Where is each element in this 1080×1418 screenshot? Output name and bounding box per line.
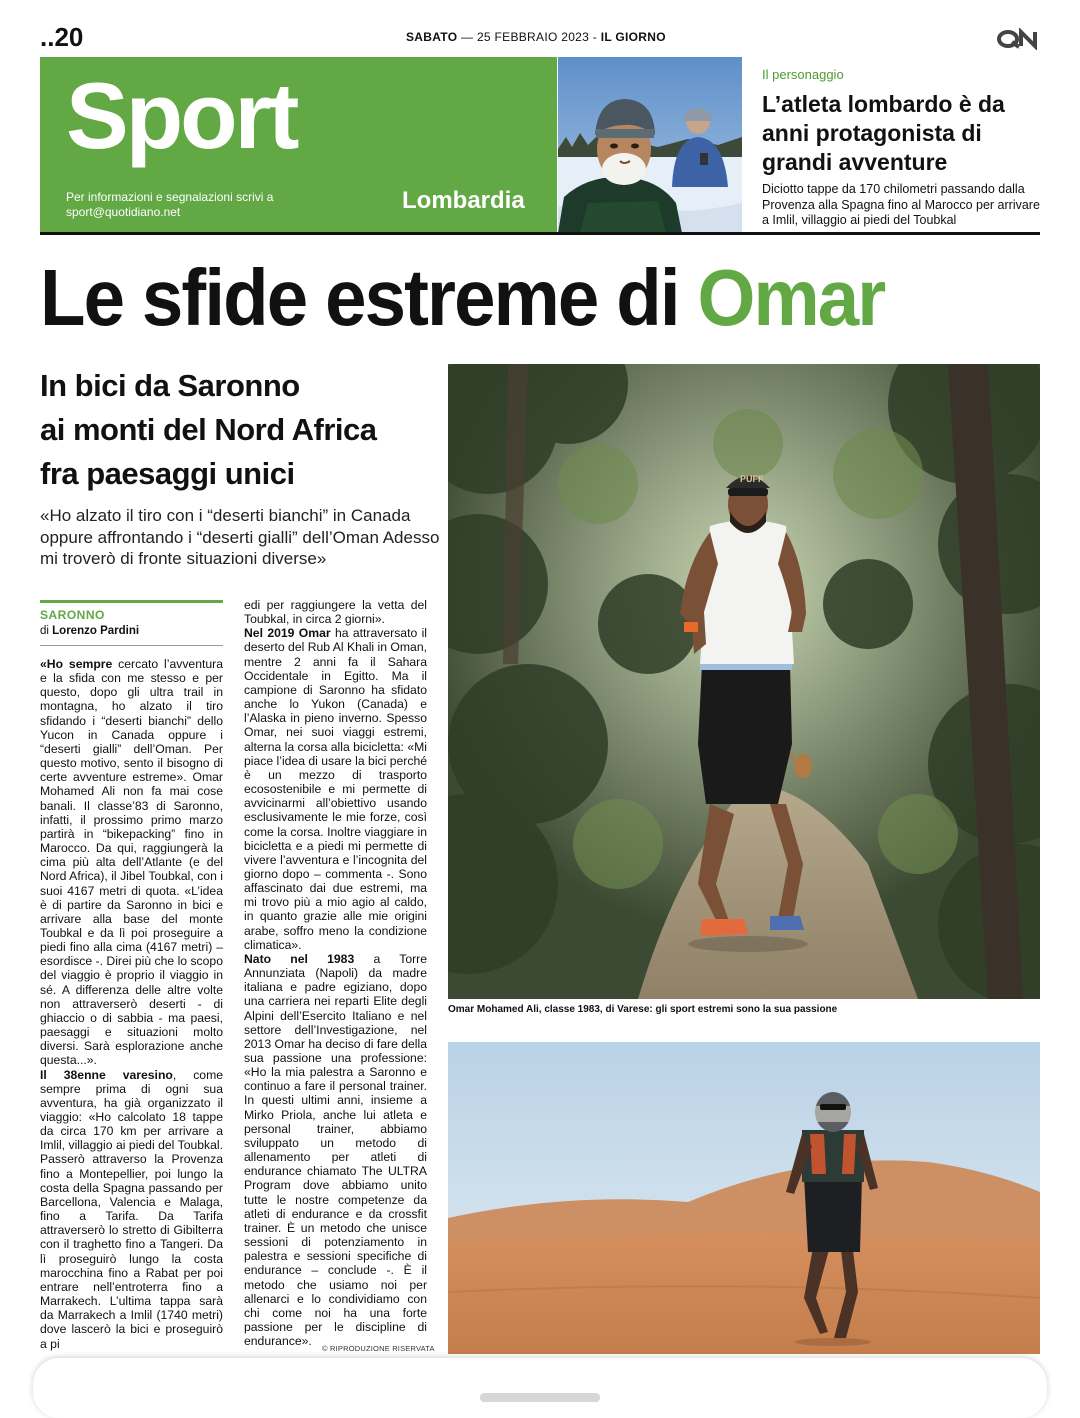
section-info-line1: Per informazioni e segnalazioni scrivi a <box>66 190 274 204</box>
section-contact-info <box>66 190 273 220</box>
main-headline <box>40 248 970 348</box>
article-paragraph-2 <box>40 1068 223 1351</box>
article-paragraph-3 <box>244 626 427 952</box>
paragraph-body: cercato l’avventura e la sfida con me stesso e per questo, dopo gli ultra trail in montagna, ho alzato il tiro sfidando i “deserti bianchi” dello Yucon in Canada oppure i “deserti gialli” dell’Oman. Per questo motivo, sento il bisogno di certe avventure estreme». Omar Mohamed Ali non fa mai cose banali. Il classe’83 di Saronno, infatti, il prossimo primo marzo partirà in “bikepacking” fino in Marocco. Da qui, raggiungerà la cima più alta dell’Atlante (e del Nord Africa), il Jibel Toubkal, con i suoi 4167 metri di quota. «L’idea è di partire da Saronno in bici e arrivare alla base del monte Toubkal e da lì poi proseguire a piedi fino alla cima (4167 metri) – esordisce -. Direi più che lo scopo del viaggio è proprio il viaggio in sé. A differenza delle altre volte non attraverserò deserti - di ghiaccio o di sabbia - ma paesi, paesaggi e situazioni molto diversi. Sarà esplorazione anche questa...». <box>40 657 223 1068</box>
qn-logo-icon <box>997 28 1041 50</box>
subheadline <box>40 364 440 496</box>
dateline-date: 25 FEBBRAIO 2023 <box>476 30 590 44</box>
paragraph-lead: Nel 2019 Omar <box>244 626 331 641</box>
section-region: Lombardia <box>402 187 525 214</box>
runner-cap-text: PUFF <box>740 474 764 484</box>
personaggio-description: Diciotto tappe da 170 chilometri passando dalla Provenza alla Spagna fino al Marocco per arrivare a Imlil, villaggio ai piedi del Toubkal <box>762 182 1040 227</box>
headline-main: Le sfide estreme di <box>40 253 698 342</box>
photo-caption: Omar Mohamed Ali, classe 1983, di Varese: gli sport estremi sono la sua passione <box>448 1004 838 1015</box>
article-column-1 <box>40 657 223 1351</box>
article-paragraph-4 <box>244 952 427 1348</box>
byline-prefix: di <box>40 625 53 637</box>
byline-author-name: Lorenzo Pardini <box>52 625 140 637</box>
article-paragraph-2-cont <box>244 598 427 626</box>
subhead-line-3: fra paesaggi unici <box>40 456 295 491</box>
viewer-bottom-sheet[interactable] <box>33 1358 1047 1418</box>
header-divider <box>40 232 1040 235</box>
paragraph-body: a Torre Annunziata (Napoli) da madre italiana e padre egiziano, dopo una carriera nei reparti Elite degli Alpini dell’Esercito Italiano e nel settore dell’Investigazione, nel 2013 Omar ha deciso di fare della sua passione una professione: «Ho la mia palestra a Saronno e continuo a fare il personal trainer. In questi ultimi anni, insieme a Mirko Priola, anche lui atleta e personal trainer, abbiamo sviluppato un metodo di allenamento per atleti di endurance chiamato The ULTRA Program dove abbiamo unito tutte le nostre competenze da atleti di endurance e da crossfit trainer. È un metodo che unisce sessioni di potenziamento in palestra e sessioni specifiche di endurance – conclude -. È il metodo che usiamo noi per allenarci e lo condividiamo con chi come noi ha una forte passione per le discipline di endurance». <box>244 951 427 1349</box>
dateline-paper: IL GIORNO <box>600 30 666 44</box>
desert-run-photo <box>448 1042 1040 1354</box>
header-selfie-photo <box>558 57 742 233</box>
paragraph-lead: Nato nel 1983 <box>244 951 355 966</box>
personaggio-title: L’atleta lombardo è da anni protagonista di grandi avventure <box>762 91 1005 175</box>
byline-divider <box>40 645 223 646</box>
paragraph-body: , come sempre prima di ogni sua avventura, ha già organizzato il viaggio: «Ho calcolato 18 tappe da circa 170 km per arrivare a Imlil, villaggio ai piedi del Toubkal. Passerò attraverso la Provenza fino a Montepellier, poi lungo la costa della Spagna passando per Barcellona, Valencia e Malaga, fino a Tarifa. Da Tarifa attraverserò lo stretto di Gibilterra con il traghetto fino a Tangeri. Da lì proseguirò lungo la costa marocchina fino a Rabat per poi entrare nell’entroterra fino a Marrakech. L’ultima tappa sarà da Marrakech a Imlil (1740 metri) dove lascerò la bici e proseguirò a pi <box>40 1067 223 1351</box>
personaggio-tag: Il personaggio <box>762 67 844 82</box>
page-number: ..20 <box>40 22 84 52</box>
article-paragraph-1 <box>40 657 223 1068</box>
paragraph-lead: Il 38enne varesino <box>40 1067 173 1082</box>
subhead-line-1: In bici da Saronno <box>40 368 300 403</box>
dateline: SABATO — 25 FEBBRAIO 2023 - IL GIORNO <box>406 30 666 44</box>
standfirst-quote: «Ho alzato il tiro con i “deserti bianchi” in Canada oppure affrontando i “deserti gialli” dell’Oman Adesso mi troverò di fronte situazioni diverse» <box>40 506 440 568</box>
forest-run-photo <box>448 364 1040 999</box>
article-column-2 <box>244 598 427 1348</box>
paragraph-body: ha attraversato il deserto del Rub Al Khali in Oman, mentre 2 anni fa il Sahara Occidentale in Egitto. Ma il campione di Saronno ha sfidato anche lo Yukon (Canada) e l’Alaska in pieno inverno. Spesso Omar, nei suoi viaggi estremi, alterna la corsa alla bicicletta: «Mi piace l’idea di usare la bici perché è un mezzo di trasporto ecosostenibile e mi permette di avvicinarmi all’obiettivo usando esclusivamente le mie forze, così come la corsa. Inoltre viaggiare in bicicletta e a piedi mi permette di vivere l’avventura e l’incognita del giorno dopo – commenta -. Sono affascinato dai due estremi, ma mi trovo più a mio agio al caldo, in quanto grazie alle mie origini arabe, soffro meno la condizione climatica». <box>244 626 427 952</box>
dateline-day: SABATO <box>406 30 458 44</box>
byline-rule <box>40 600 223 603</box>
byline-place: SARONNO <box>40 608 105 622</box>
subhead-line-2: ai monti del Nord Africa <box>40 412 377 447</box>
byline-author <box>40 625 139 637</box>
section-info-email[interactable]: sport@quotidiano.net <box>66 205 181 219</box>
section-title: Sport <box>66 63 297 168</box>
headline-highlight: Omar <box>697 253 885 342</box>
qn-logo-text: QN <box>1019 49 1021 50</box>
copyright-notice: © RIPRODUZIONE RISERVATA <box>322 1344 435 1353</box>
paragraph-body: edi per raggiungere la vetta del Toubkal, in circa 2 giorni». <box>244 598 427 627</box>
section-banner <box>40 57 557 233</box>
paragraph-lead: «Ho sempre <box>40 657 113 671</box>
drag-handle[interactable] <box>480 1393 600 1402</box>
